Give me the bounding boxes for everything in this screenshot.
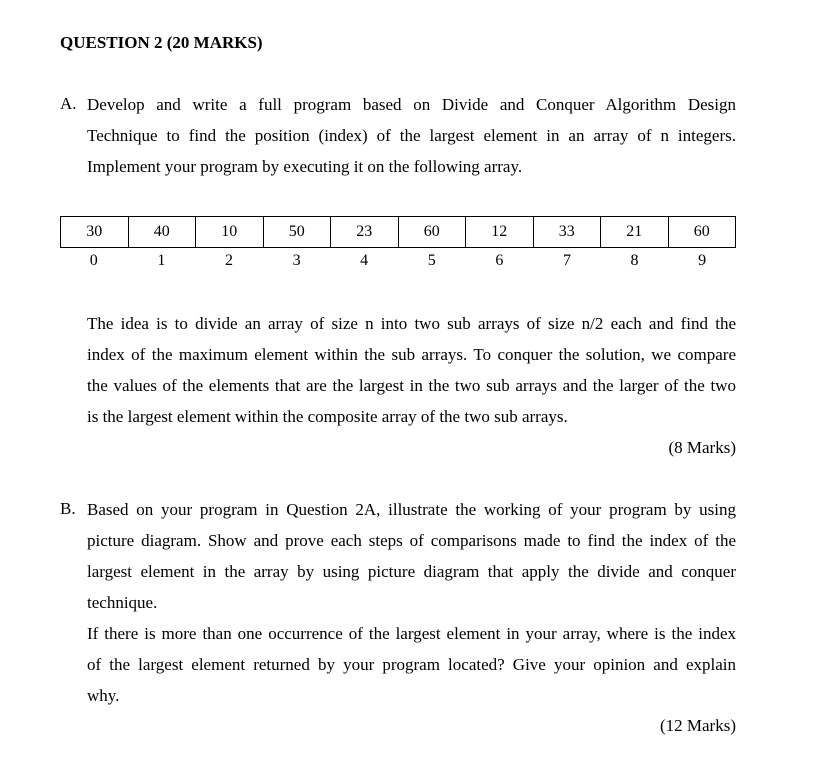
part-b-line: picture diagram. Show and prove each steps of comparisons made to find the index of the: [87, 531, 736, 550]
array-index-cell: 0: [89, 252, 98, 269]
part-b-line: of the largest element returned by your program located? Give your opinion and explain: [87, 655, 736, 674]
part-b-marks: (12 Marks): [659, 716, 736, 735]
part-b-label: B.: [60, 499, 76, 518]
part-a-label: A.: [60, 94, 77, 113]
array-index-cell: 5: [427, 252, 436, 269]
array-value-cell: 33: [533, 217, 601, 248]
part-b-line: If there is more than one occurrence of the largest element in your array, where is the index: [87, 624, 736, 643]
part-b-line: why.: [87, 686, 120, 705]
idea-line: The idea is to divide an array of size n into two sub arrays of size n/2 each and find the: [87, 314, 736, 333]
array-value-cell: 50: [263, 217, 331, 248]
part-b-line: technique.: [87, 593, 158, 612]
part-a-line: Technique to find the position (index) of the largest element in an array of n integers.: [87, 126, 736, 145]
part-a-idea: [87, 308, 736, 432]
array-value-cell: 12: [466, 217, 534, 248]
array-index-cell: 6: [495, 252, 504, 269]
array-value-cell: 10: [196, 217, 264, 248]
part-b-instructions: [87, 494, 736, 711]
part-a-instructions: [87, 89, 736, 182]
array-values-table: [60, 216, 736, 248]
array-value-cell: 30: [61, 217, 129, 248]
array-value-cell: 40: [128, 217, 196, 248]
array-index-cell: 8: [630, 252, 639, 269]
part-b-line: largest element in the array by using picture diagram that apply the divide and conquer: [87, 562, 736, 581]
part-a-line: Develop and write a full program based on Divide and Conquer Algorithm Design: [87, 95, 736, 114]
array-index-cell: 9: [698, 252, 707, 269]
array-index-cell: 1: [157, 252, 166, 269]
array-value-cell: 60: [668, 217, 736, 248]
idea-line: the values of the elements that are the largest in the two sub arrays and the larger of the two: [87, 376, 736, 395]
array-index-cell: 4: [360, 252, 369, 269]
part-a-line: Implement your program by executing it on the following array.: [87, 157, 523, 176]
array-value-cell: 21: [601, 217, 669, 248]
array-value-cell: 23: [331, 217, 399, 248]
array-index-row: [60, 250, 736, 272]
array-index-cell: 7: [562, 252, 571, 269]
idea-line: is the largest element within the composite array of the two sub arrays.: [87, 407, 568, 426]
array-value-cell: 60: [398, 217, 466, 248]
array-values-row: [61, 217, 736, 248]
array-index-cell: 3: [292, 252, 301, 269]
question-heading: QUESTION 2 (20 MARKS): [60, 33, 263, 52]
array-index-cell: 2: [224, 252, 233, 269]
part-b-line: Based on your program in Question 2A, illustrate the working of your program by using: [87, 500, 736, 519]
part-a-marks: (8 Marks): [668, 438, 736, 457]
idea-line: index of the maximum element within the sub arrays. To conquer the solution, we compare: [87, 345, 736, 364]
array-index-table: [60, 250, 736, 272]
